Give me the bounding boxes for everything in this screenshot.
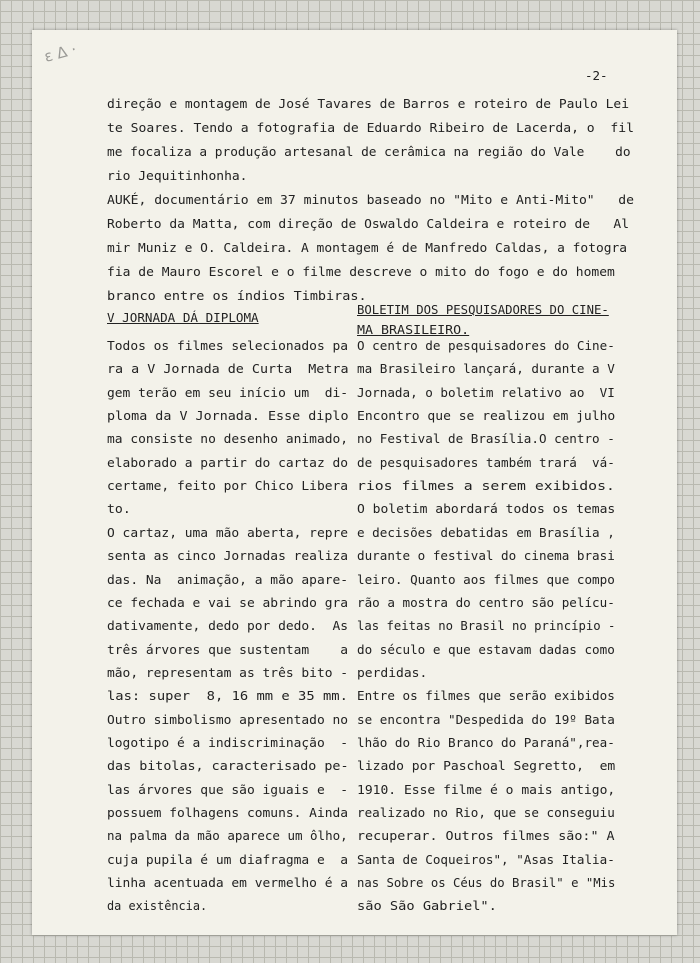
right-column-line: recuperar. Outros filmes são:" A — [357, 828, 615, 844]
right-column-line: rão a mostra do centro são pelícu- — [357, 594, 615, 610]
left-column-line: las: super 8, 16 mm e 35 mm. — [107, 688, 348, 704]
left-column-line: cuja pupila é um diafragma e a — [107, 851, 349, 867]
intro-line: AUKÉ, documentário em 37 minutos baseado no "Mito e Anti-Mito" de — [107, 192, 634, 207]
page-number: -2- — [585, 68, 608, 83]
intro-line: direção e montagem de José Tavares de Barros e roteiro de Paulo Lei — [107, 96, 629, 111]
right-column-line: Entre os filmes que serão exibidos — [357, 688, 615, 704]
right-column-line: ma Brasileiro lançará, durante a V — [357, 361, 615, 377]
right-column-line: no Festival de Brasília.O centro - — [357, 431, 615, 447]
left-column-line: las árvores que são iguais e - — [107, 781, 349, 797]
left-column-line: elaborado a partir do cartaz do — [107, 454, 349, 470]
left-column-line: ra a V Jornada de Curta Metra — [107, 361, 349, 377]
right-column-line: realizado no Rio, que se conseguiu — [357, 805, 615, 820]
left-column-line: to. — [107, 501, 131, 517]
left-column-line: gem terão em seu início um di- — [107, 384, 349, 400]
right-column-line: leiro. Quanto aos filmes que compo — [357, 571, 615, 587]
right-column-line: rios filmes a serem exibidos. — [357, 478, 615, 494]
left-column-line: certame, feito por Chico Libera — [107, 478, 349, 494]
left-column-line: das. Na animação, a mão apare- — [107, 571, 349, 587]
right-column-line: são São Gabriel". — [357, 898, 497, 914]
left-column-line: da existência. — [107, 898, 208, 914]
right-column-line: O boletim abordará todos os temas — [357, 501, 616, 517]
left-column-heading: V JORNADA DÁ DIPLOMA — [107, 310, 259, 325]
right-column-line: de pesquisadores também trará vá- — [357, 454, 615, 470]
left-column-line: senta as cinco Jornadas realiza — [107, 548, 349, 564]
pencil-mark: ε Δ · — [42, 40, 79, 66]
right-column-line: Santa de Coqueiros", "Asas Italia- — [357, 851, 615, 867]
left-column-line: mão, representam as três bito - — [107, 664, 349, 680]
left-column-line: possuem folhagens comuns. Ainda — [107, 805, 349, 820]
intro-line: te Soares. Tendo a fotografia de Eduardo Ribeiro de Lacerda, o fil — [107, 120, 634, 135]
left-column-line: três árvores que sustentam a — [107, 641, 349, 657]
right-column-line: e decisões debatidas em Brasília , — [357, 524, 615, 540]
intro-line: rio Jequitinhonha. — [107, 168, 248, 183]
intro-line: fia de Mauro Escorel e o filme descreve o mito do fogo e do homem — [107, 264, 615, 279]
right-column-line: Encontro que se realizou em julho — [357, 408, 616, 424]
document-page — [32, 30, 677, 935]
right-column-line: do século e que estavam dadas como — [357, 641, 615, 657]
right-column-line: lizado por Paschoal Segretto, em — [357, 758, 616, 774]
intro-line: me focaliza a produção artesanal de cerâmica na região do Vale do — [107, 144, 631, 159]
intro-line: branco entre os índios Timbiras. — [107, 288, 367, 303]
left-column-line: ma consiste no desenho animado, — [107, 431, 349, 447]
right-column-line: O centro de pesquisadores do Cine- — [357, 338, 615, 353]
right-column-line: nas Sobre os Céus do Brasil" e "Mis — [357, 875, 616, 891]
right-column-line: durante o festival do cinema brasi — [357, 548, 615, 564]
right-column-heading-line: BOLETIM DOS PESQUISADORES DO CINE- — [357, 302, 609, 317]
left-column-line: ce fechada e vai se abrindo gra — [107, 594, 349, 610]
right-column-line: se encontra "Despedida do 19º Bata — [357, 711, 615, 727]
right-column-heading-line: MA BRASILEIRO. — [357, 322, 470, 337]
right-column-line: Jornada, o boletim relativo ao VI — [357, 384, 615, 400]
left-column-line: O cartaz, uma mão aberta, repre — [107, 524, 349, 540]
left-column-line: dativamente, dedo por dedo. As — [107, 618, 349, 634]
left-column-line: Todos os filmes selecionados pa — [107, 338, 349, 353]
right-column-line: 1910. Esse filme é o mais antigo, — [357, 781, 616, 797]
left-column-line: linha acentuada em vermelho é a — [107, 875, 349, 891]
intro-line: Roberto da Matta, com direção de Oswaldo Caldeira e roteiro de Al — [107, 216, 629, 231]
left-column-line: das bitolas, caracterisado pe- — [107, 758, 349, 774]
right-column-line: las feitas no Brasil no princípio - — [357, 618, 616, 634]
right-column-line: perdidas. — [357, 664, 428, 680]
left-column-line: Outro simbolismo apresentado no — [107, 711, 349, 727]
left-column-line: logotipo é a indiscriminação - — [107, 734, 349, 750]
right-column-line: lhão do Rio Branco do Paraná",rea- — [357, 734, 615, 750]
left-column-line: ploma da V Jornada. Esse diplo — [107, 408, 349, 424]
left-column-line: na palma da mão aparece um ôlho, — [107, 828, 348, 844]
intro-line: mir Muniz e O. Caldeira. A montagem é de Manfredo Caldas, a fotogra — [107, 240, 627, 255]
